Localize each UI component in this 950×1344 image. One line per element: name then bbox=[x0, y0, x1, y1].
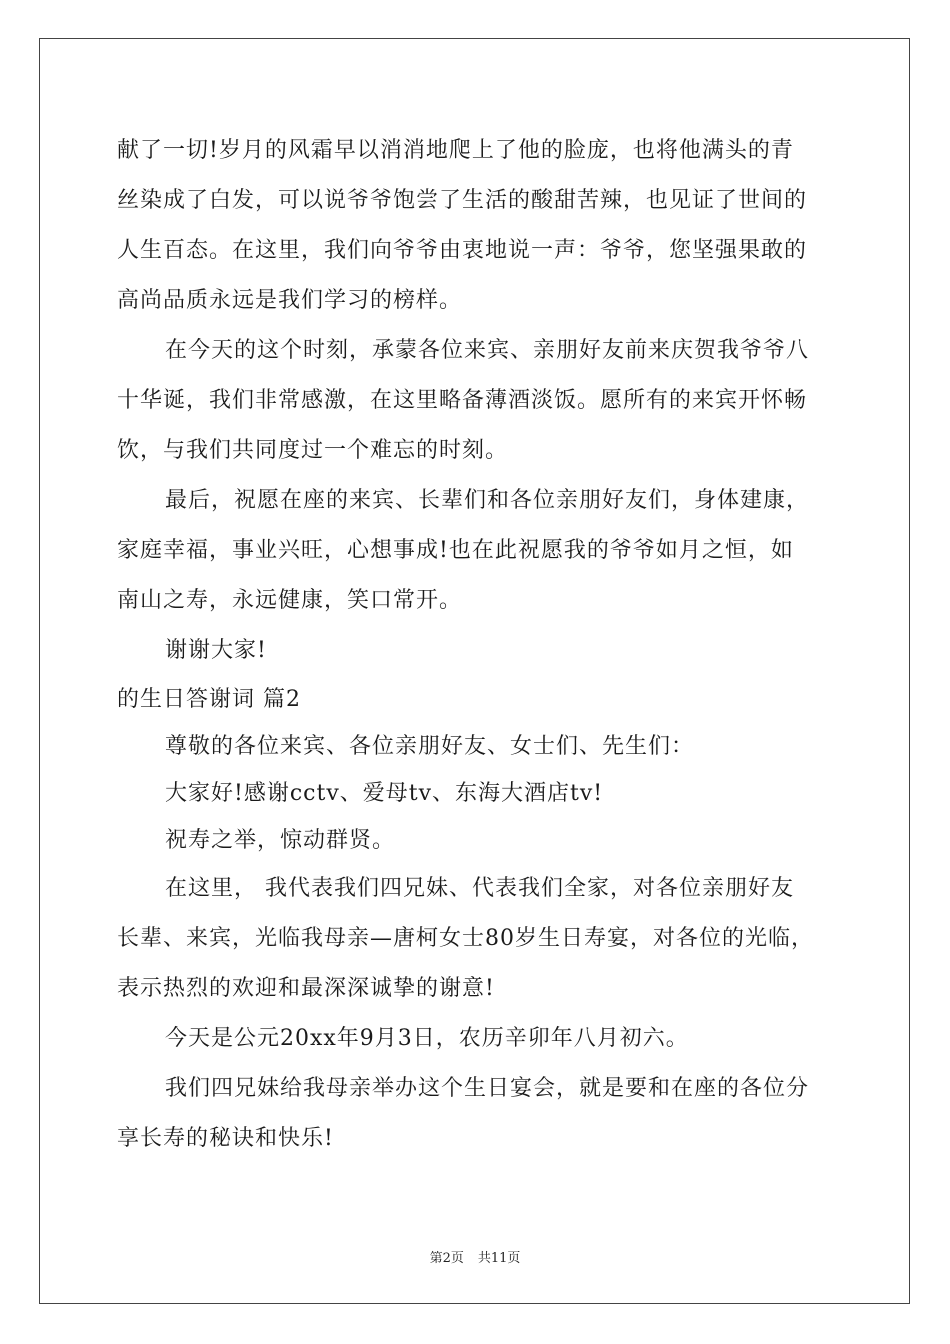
page-number: 第2页 bbox=[429, 1251, 464, 1266]
page-total: 共11页 bbox=[477, 1251, 521, 1266]
text-line: 表示热烈的欢迎和最深深诚挚的谢意! bbox=[117, 976, 495, 1001]
page-footer bbox=[0, 1247, 950, 1266]
text-line: 十华诞，我们非常感激，在这里略备薄酒淡饭。愿所有的来宾开怀畅 bbox=[117, 388, 808, 413]
paragraph-start: 祝寿之举，惊动群贤。 bbox=[165, 828, 396, 853]
text-line: 丝染成了白发，可以说爷爷饱尝了生活的酸甜苦辣，也见证了世间的 bbox=[117, 188, 808, 213]
text-line: 南山之寿，永远健康，笑口常开。 bbox=[117, 588, 463, 613]
paragraph-start: 最后，祝愿在座的来宾、长辈们和各位亲朋好友们，身体建康， bbox=[165, 488, 810, 513]
text-line: 人生百态。在这里，我们向爷爷由衷地说一声：爷爷，您坚强果敢的 bbox=[117, 238, 808, 263]
paragraph-start: 尊敬的各位来宾、各位亲朋好友、女士们、先生们： bbox=[165, 734, 695, 759]
paragraph-start: 大家好!感谢cctv、爱母tv、东海大酒店tv! bbox=[165, 781, 604, 806]
text-line: 饮，与我们共同度过一个难忘的时刻。 bbox=[117, 438, 509, 463]
paragraph-start: 我们四兄妹给我母亲举办这个生日宴会，就是要和在座的各位分 bbox=[165, 1076, 810, 1101]
paragraph-start: 在这里， 我代表我们四兄妹、代表我们全家，对各位亲朋好友 bbox=[165, 876, 794, 901]
paragraph-start: 在今天的这个时刻，承蒙各位来宾、亲朋好友前来庆贺我爷爷八 bbox=[165, 338, 810, 363]
section-heading: 的生日答谢词 篇2 bbox=[117, 687, 301, 712]
text-line: 长辈、来宾，光临我母亲—唐柯女士80岁生日寿宴，对各位的光临， bbox=[117, 926, 814, 951]
document-body bbox=[117, 126, 837, 1164]
text-line: 献了一切!岁月的风霜早以消消地爬上了他的脸庞，也将他满头的青 bbox=[117, 138, 794, 163]
paragraph-start: 今天是公元20xx年9月3日，农历辛卯年八月初六。 bbox=[165, 1026, 689, 1051]
text-line: 享长寿的秘诀和快乐! bbox=[117, 1126, 334, 1151]
text-line: 家庭幸福，事业兴旺，心想事成!也在此祝愿我的爷爷如月之恒，如 bbox=[117, 538, 794, 563]
text-line: 高尚品质永远是我们学习的榜样。 bbox=[117, 288, 463, 313]
paragraph-start: 谢谢大家! bbox=[165, 638, 267, 663]
